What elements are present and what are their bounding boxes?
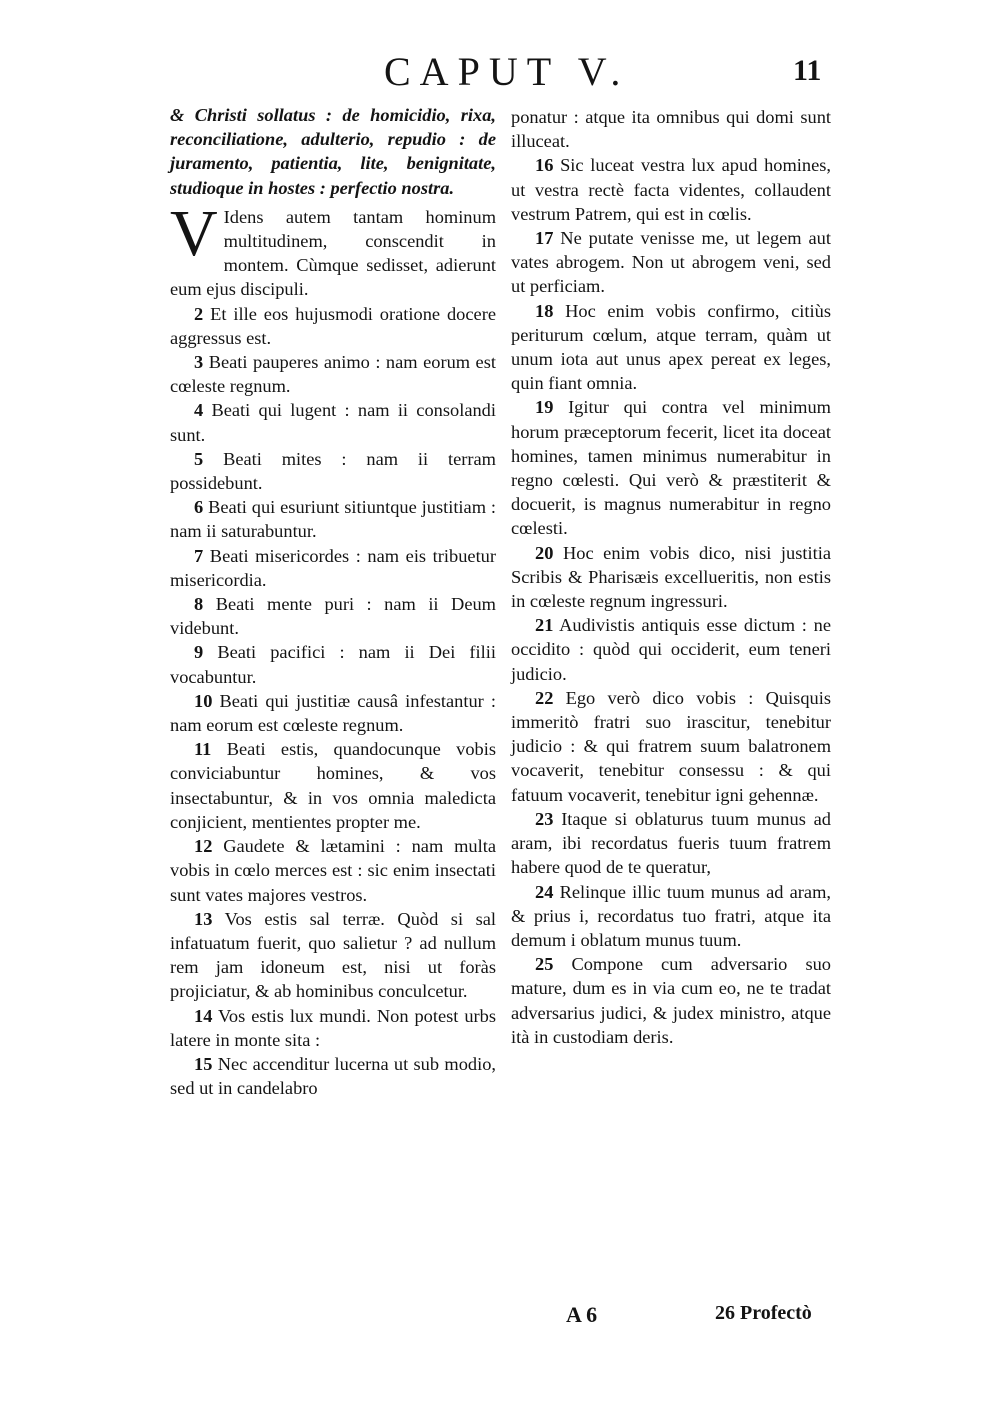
catchword: 26 Profectò <box>715 1302 812 1324</box>
verse-number: 15 <box>194 1053 213 1074</box>
verse-number: 22 <box>535 687 554 708</box>
verse-number: 25 <box>535 954 554 975</box>
verse-21 <box>511 613 831 686</box>
verse-text: Vos estis lux mundi. Non potest urbs latere in monte sita : <box>170 1005 497 1050</box>
verse-20 <box>511 541 831 614</box>
verse-text: Idens autem tantam hominum multitudinem, conscendit in montem. Cùmque sedisset, adierunt eum ejus discipuli. <box>170 206 496 300</box>
verse-24 <box>511 880 831 953</box>
verse-16 <box>511 153 831 226</box>
running-head <box>0 48 1000 98</box>
verse-text: Beati qui justitiæ causâ infestantur : nam eorum est cœleste regnum. <box>170 690 496 736</box>
signature-mark: A 6 <box>566 1302 598 1327</box>
verse-text: Beati qui lugent : nam ii consolandi sunt. <box>170 400 496 445</box>
verse-text: Et ille eos hujusmodi oratione docere aggressus est. <box>170 303 496 348</box>
verse-text: Audivistis antiquis esse dictum : ne occidito : quòd qui occiderit, eum teneri judicio. <box>511 615 831 684</box>
verse-text: Gaudete & lætamini : nam multa vobis in cœlo merces est : sic enim insectati sunt vates majores vestros. <box>170 836 496 905</box>
verse-number: 21 <box>535 615 554 636</box>
drop-cap: V <box>170 196 218 270</box>
verse-13 <box>170 907 496 1004</box>
verse-text: Beati mente puri : nam ii Deum videbunt. <box>170 594 496 639</box>
verse-text: Beati qui esuriunt sitiuntque justitiam : nam ii saturabuntur. <box>170 497 496 542</box>
verse-25 <box>511 952 831 1049</box>
page-number: 11 <box>793 54 822 87</box>
verse-number: 3 <box>194 352 204 373</box>
verse-17 <box>511 226 831 299</box>
verse-10 <box>170 689 496 737</box>
verse-number: 9 <box>194 642 204 663</box>
verse-text: Beati misericordes : nam eis tribuetur misericordia. <box>170 545 496 590</box>
verse-5 <box>170 447 496 495</box>
verse-number: 14 <box>194 1005 213 1026</box>
verse-number: 16 <box>535 155 554 176</box>
verse-7 <box>170 544 496 592</box>
verse-text: Beati pauperes animo : nam eorum est cœleste regnum. <box>170 352 496 397</box>
right-column <box>511 103 831 1049</box>
verse-22 <box>511 686 831 807</box>
verse-number: 13 <box>194 908 213 929</box>
verse-9 <box>170 640 496 688</box>
chapter-title: CAPUT V. <box>384 49 630 94</box>
verse-number: 5 <box>194 448 204 469</box>
verse-number: 19 <box>535 397 554 418</box>
verse-text: Itaque si oblaturus tuum munus ad aram, ibi recordatus fueris tuum fratrem habere quod de te queratur, <box>511 808 831 878</box>
verse-15-continued: ponatur : atque ita omnibus qui domi sunt illuceat. <box>511 107 831 152</box>
verse-12 <box>170 834 496 907</box>
verse-text: Beati pacifici : nam ii Dei filii vocabuntur. <box>170 642 496 687</box>
page-footer <box>0 1302 1000 1332</box>
verse-11 <box>170 737 496 834</box>
verse-number: 7 <box>194 545 204 566</box>
verse-number: 6 <box>194 497 204 518</box>
verse-text: Beati estis, quandocunque vobis conviciabuntur homines, & vos insectabuntur, & in vos omnia maledicta conjicient, mentientes propter me. <box>170 739 496 832</box>
verse-2 <box>170 302 496 350</box>
verse-8 <box>170 592 496 640</box>
verse-19 <box>511 395 831 540</box>
verse-text: Ne putate venisse me, ut legem aut vates abrogem. Non ut abrogem veni, sed ut perficiam. <box>511 228 831 297</box>
verse-text: Igitur qui contra vel minimum horum præceptorum fecerit, licet ita doceat homines, tamen minimus numerabitur in regno cœlesti. Qui verò & præstiterit & docuerit, is magnus numerabitur in regno cœlesti. <box>511 397 831 539</box>
verse-number: 20 <box>535 542 554 563</box>
verse-number: 12 <box>194 836 213 857</box>
verse-15 <box>170 1052 496 1100</box>
verse-1 <box>170 196 496 302</box>
verse-text: Vos estis sal terræ. Quòd si sal infatuatum fuerit, quo salietur ? ad nullum rem jam idoneum est, nisi ut foràs projiciatur, & ab hominibus conculcetur. <box>170 908 497 1002</box>
verse-number: 11 <box>194 739 212 760</box>
verse-text: Sic luceat vestra lux apud homines, ut vestra rectè facta videntes, collaudent vestrum Patrem, qui est in cœlis. <box>511 155 831 224</box>
verse-18 <box>511 299 831 396</box>
verse-number: 18 <box>535 300 554 321</box>
verse-number: 23 <box>535 808 554 829</box>
verse-text: Nec accenditur lucerna ut sub modio, sed ut in candelabro <box>170 1053 496 1099</box>
verse-number: 17 <box>535 228 554 249</box>
verse-text: Hoc enim vobis dico, nisi justitia Scribis & Pharisæis excellueritis, non estis in cœleste regnum ingressuri. <box>511 542 831 612</box>
left-column <box>170 103 496 1100</box>
verse-number: 8 <box>194 594 204 615</box>
verse-14 <box>170 1004 496 1052</box>
verse-number: 24 <box>535 881 554 902</box>
verse-number: 2 <box>194 303 204 324</box>
verse-23 <box>511 807 831 880</box>
verse-3 <box>170 350 496 398</box>
verse-text: Ego verò dico vobis : Quisquis immeritò fratri suo irascitur, tenebitur judicio : & qui fratrem suum balatronem vocaverit, tenebitur consessu : & qui fatuum vocaverit, tenebitur igni gehennæ. <box>511 687 831 805</box>
verse-6 <box>170 495 496 543</box>
chapter-summary: & Christi sollatus : de homicidio, rixa, reconciliatione, adulterio, repudio : de juramento, patientia, lite, benignitate, studioque in hostes : perfectio nostra. <box>170 105 496 198</box>
verse-number: 4 <box>194 400 204 421</box>
verse-text: Hoc enim vobis confirmo, citiùs periturum cœlum, atque terram, quàm ut unum iota aut unus apex pereat ex leges, quin fiant omnia. <box>511 300 831 394</box>
verse-number: 10 <box>194 690 213 711</box>
verse-text: Beati mites : nam ii terram possidebunt. <box>170 448 496 494</box>
verse-text: Relinque illic tuum munus ad aram, & prius i, recordatus tuo fratri, atque ita demum i oblatum munus tuum. <box>511 881 831 950</box>
verse-4 <box>170 398 496 446</box>
verse-text: Compone cum adversario suo mature, dum es in via cum eo, ne te tradat adversarius judici, & judex ministro, atque ità in custodiam deris. <box>511 954 831 1047</box>
